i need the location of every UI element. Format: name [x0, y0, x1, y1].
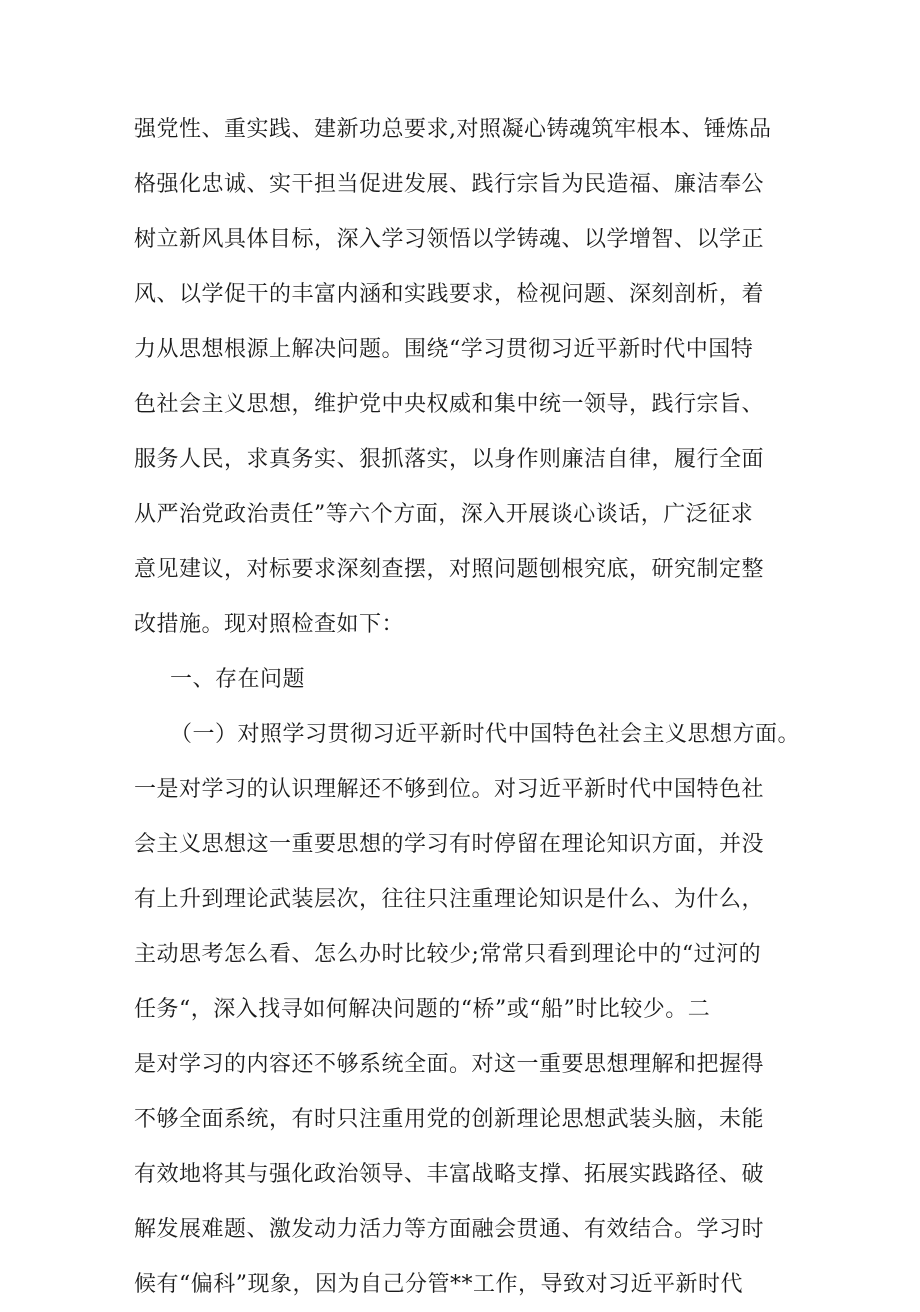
text-line: 解发展难题、激发动力活力等方面融会贯通、有效结合。学习时: [134, 1217, 765, 1242]
text-line: 有效地将其与强化政治领导、丰富战略支撑、拓展实践路径、破: [134, 1162, 765, 1187]
text-line: 是对学习的内容还不够系统全面。对这一重要思想理解和把握得: [134, 1052, 765, 1077]
text-line: 强党性、重实践、建新功总要求,对照凝心铸魂筑牢根本、锤炼品: [134, 117, 772, 142]
text-line: 主动思考怎么看、怎么办时比较少;常常只看到理论中的“过河的: [134, 942, 762, 967]
text-line: 从严治党政治责任”等六个方面，深入开展谈心谈话，广泛征求: [134, 502, 754, 527]
text-line: 改措施。现对照检查如下：: [134, 612, 405, 637]
text-line: 候有“偏科”现象，因为自己分管**工作，导致对习近平新时代: [134, 1272, 743, 1297]
text-line: 格强化忠诚、实干担当促进发展、践行宗旨为民造福、廉洁奉公: [134, 172, 765, 197]
text-line: 意见建议，对标要求深刻查摆，对照问题刨根究底，研究制定整: [134, 557, 765, 582]
text-line: 力从思想根源上解决问题。围绕“学习贯彻习近平新时代中国特: [134, 337, 754, 362]
section-heading: 一、存在问题: [170, 667, 306, 692]
text-line: 树立新风具体目标，深入学习领悟以学铸魂、以学增智、以学正: [134, 227, 765, 252]
text-line: 会主义思想这一重要思想的学习有时停留在理论知识方面，并没: [134, 832, 765, 857]
text-line: 任务“，深入找寻如何解决问题的“桥”或“船”时比较少。二: [134, 997, 711, 1022]
subsection-heading: （一）对照学习贯彻习近平新时代中国特色社会主义思想方面。: [170, 722, 801, 747]
text-line: 色社会主义思想，维护党中央权威和集中统一领导，践行宗旨、: [134, 392, 765, 417]
text-line: 不够全面系统，有时只注重用党的创新理论思想武装头脑，未能: [134, 1107, 765, 1132]
text-line: 风、以学促干的丰富内涵和实践要求，检视问题、深刻剖析，着: [134, 282, 765, 307]
body-text: [134, 102, 801, 1312]
text-line: 服务人民，求真务实、狠抓落实，以身作则廉洁自律，履行全面: [134, 447, 765, 472]
text-line: 一是对学习的认识理解还不够到位。对习近平新时代中国特色社: [134, 777, 765, 802]
text-line: 有上升到理论武装层次，往往只注重理论知识是什么、为什么，: [134, 887, 765, 912]
